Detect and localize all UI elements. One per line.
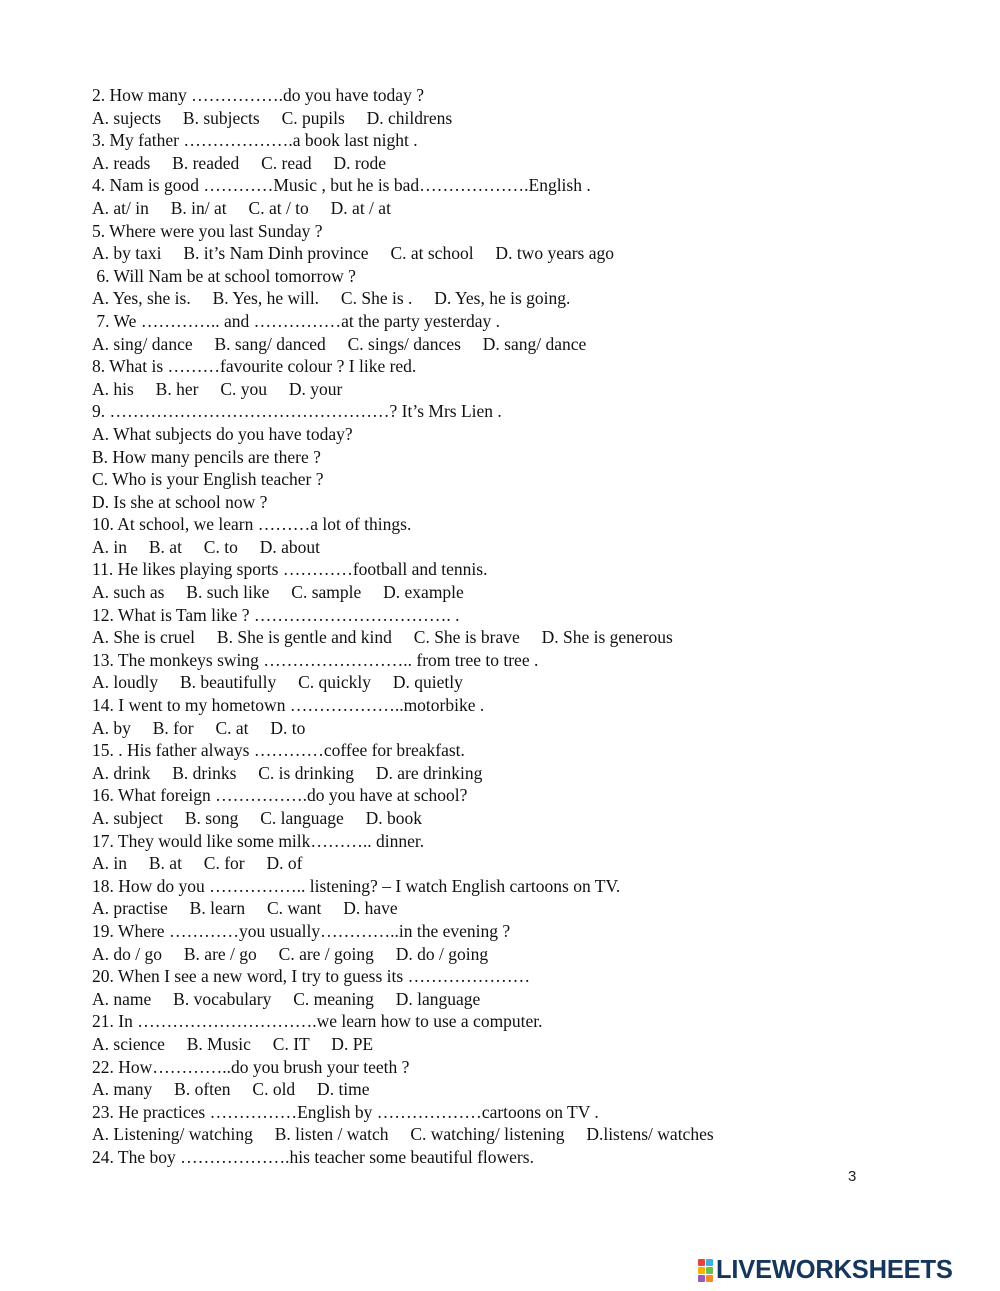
- answer-options-line: A. She is cruel B. She is gentle and kind C. She is brave D. She is generous: [92, 627, 673, 648]
- answer-options-line: D. Is she at school now ?: [92, 491, 268, 512]
- worksheet-body: [92, 84, 972, 1169]
- answer-options-line: A. by B. for C. at D. to: [92, 717, 306, 738]
- answer-options-line: A. such as B. such like C. sample D. example: [92, 582, 464, 603]
- question-line: 5. Where were you last Sunday ?: [92, 220, 323, 241]
- question-line: 8. What is ………favourite colour ? I like red.: [92, 356, 417, 377]
- question-line: 16. What foreign …………….do you have at school?: [92, 785, 468, 806]
- logo-square: [706, 1259, 713, 1266]
- answer-options-line: C. Who is your English teacher ?: [92, 469, 324, 490]
- question-line: 19. Where …………you usually…………..in the evening ?: [92, 920, 511, 941]
- question-line: 22. How…………..do you brush your teeth ?: [92, 1056, 410, 1077]
- answer-options-line: A. What subjects do you have today?: [92, 423, 353, 444]
- question-line: 21. In ………………………….we learn how to use a computer.: [92, 1011, 543, 1032]
- answer-options-line: A. sujects B. subjects C. pupils D. childrens: [92, 107, 453, 128]
- answer-options-line: A. do / go B. are / go C. are / going D. do / going: [92, 943, 489, 964]
- question-line: 3. My father ……………….a book last night .: [92, 130, 418, 151]
- question-line: 2. How many …………….do you have today ?: [92, 85, 424, 105]
- question-line: 15. . His father always …………coffee for breakfast.: [92, 740, 465, 761]
- logo-square: [698, 1259, 705, 1266]
- logo-square: [698, 1267, 705, 1274]
- question-line: 18. How do you …………….. listening? – I watch English cartoons on TV.: [92, 875, 621, 896]
- question-line: 10. At school, we learn ………a lot of things.: [92, 514, 412, 535]
- answer-options-line: A. sing/ dance B. sang/ danced C. sings/ dances D. sang/ dance: [92, 333, 587, 354]
- liveworksheets-mark-icon: [698, 1259, 713, 1282]
- answer-options-line: A. science B. Music C. IT D. PE: [92, 1033, 374, 1054]
- question-line: 4. Nam is good …………Music , but he is bad……………….English .: [92, 175, 591, 196]
- question-line: 13. The monkeys swing …………………….. from tree to tree .: [92, 649, 539, 670]
- logo-square: [706, 1267, 713, 1274]
- question-line: 6. Will Nam be at school tomorrow ?: [92, 265, 356, 286]
- question-line: 7. We ………….. and ……………at the party yesterday .: [92, 310, 500, 331]
- answer-options-line: A. in B. at C. to D. about: [92, 536, 320, 557]
- answer-options-line: B. How many pencils are there ?: [92, 446, 321, 467]
- answer-options-line: A. Listening/ watching B. listen / watch C. watching/ listening D.listens/ watches: [92, 1124, 714, 1145]
- answer-options-line: A. name B. vocabulary C. meaning D. language: [92, 988, 481, 1009]
- logo-square: [698, 1275, 705, 1282]
- question-line: 23. He practices ……………English by ………………cartoons on TV .: [92, 1101, 599, 1122]
- answer-options-line: A. Yes, she is. B. Yes, he will. C. She is . D. Yes, he is going.: [92, 288, 571, 309]
- question-line: 17. They would like some milk……….. dinner.: [92, 830, 425, 851]
- question-line: 20. When I see a new word, I try to guess its …………………: [92, 966, 531, 987]
- liveworksheets-logo: [698, 1255, 953, 1285]
- answer-options-line: A. by taxi B. it’s Nam Dinh province C. at school D. two years ago: [92, 243, 615, 264]
- question-line: 14. I went to my hometown ………………..motorbike .: [92, 695, 485, 716]
- question-line: 11. He likes playing sports …………football and tennis.: [92, 559, 488, 580]
- question-line: 24. The boy ……………….his teacher some beautiful flowers.: [92, 1146, 534, 1167]
- answer-options-line: A. reads B. readed C. read D. rode: [92, 152, 387, 173]
- answer-options-line: A. in B. at C. for D. of: [92, 853, 303, 874]
- question-line: 9. …………………………………………? It’s Mrs Lien .: [92, 401, 502, 422]
- answer-options-line: A. loudly B. beautifully C. quickly D. quietly: [92, 672, 463, 693]
- logo-square: [706, 1275, 713, 1282]
- answer-options-line: A. practise B. learn C. want D. have: [92, 898, 398, 919]
- brand-name: LIVEWORKSHEETS: [716, 1255, 953, 1284]
- answer-options-line: A. drink B. drinks C. is drinking D. are drinking: [92, 762, 483, 783]
- question-line: 12. What is Tam like ? ……………………………. .: [92, 604, 460, 625]
- answer-options-line: A. subject B. song C. language D. book: [92, 808, 423, 828]
- answer-options-line: A. many B. often C. old D. time: [92, 1079, 370, 1100]
- answer-options-line: A. his B. her C. you D. your: [92, 378, 343, 399]
- page-number: 3: [848, 1168, 857, 1185]
- answer-options-line: A. at/ in B. in/ at C. at / to D. at / at: [92, 197, 391, 218]
